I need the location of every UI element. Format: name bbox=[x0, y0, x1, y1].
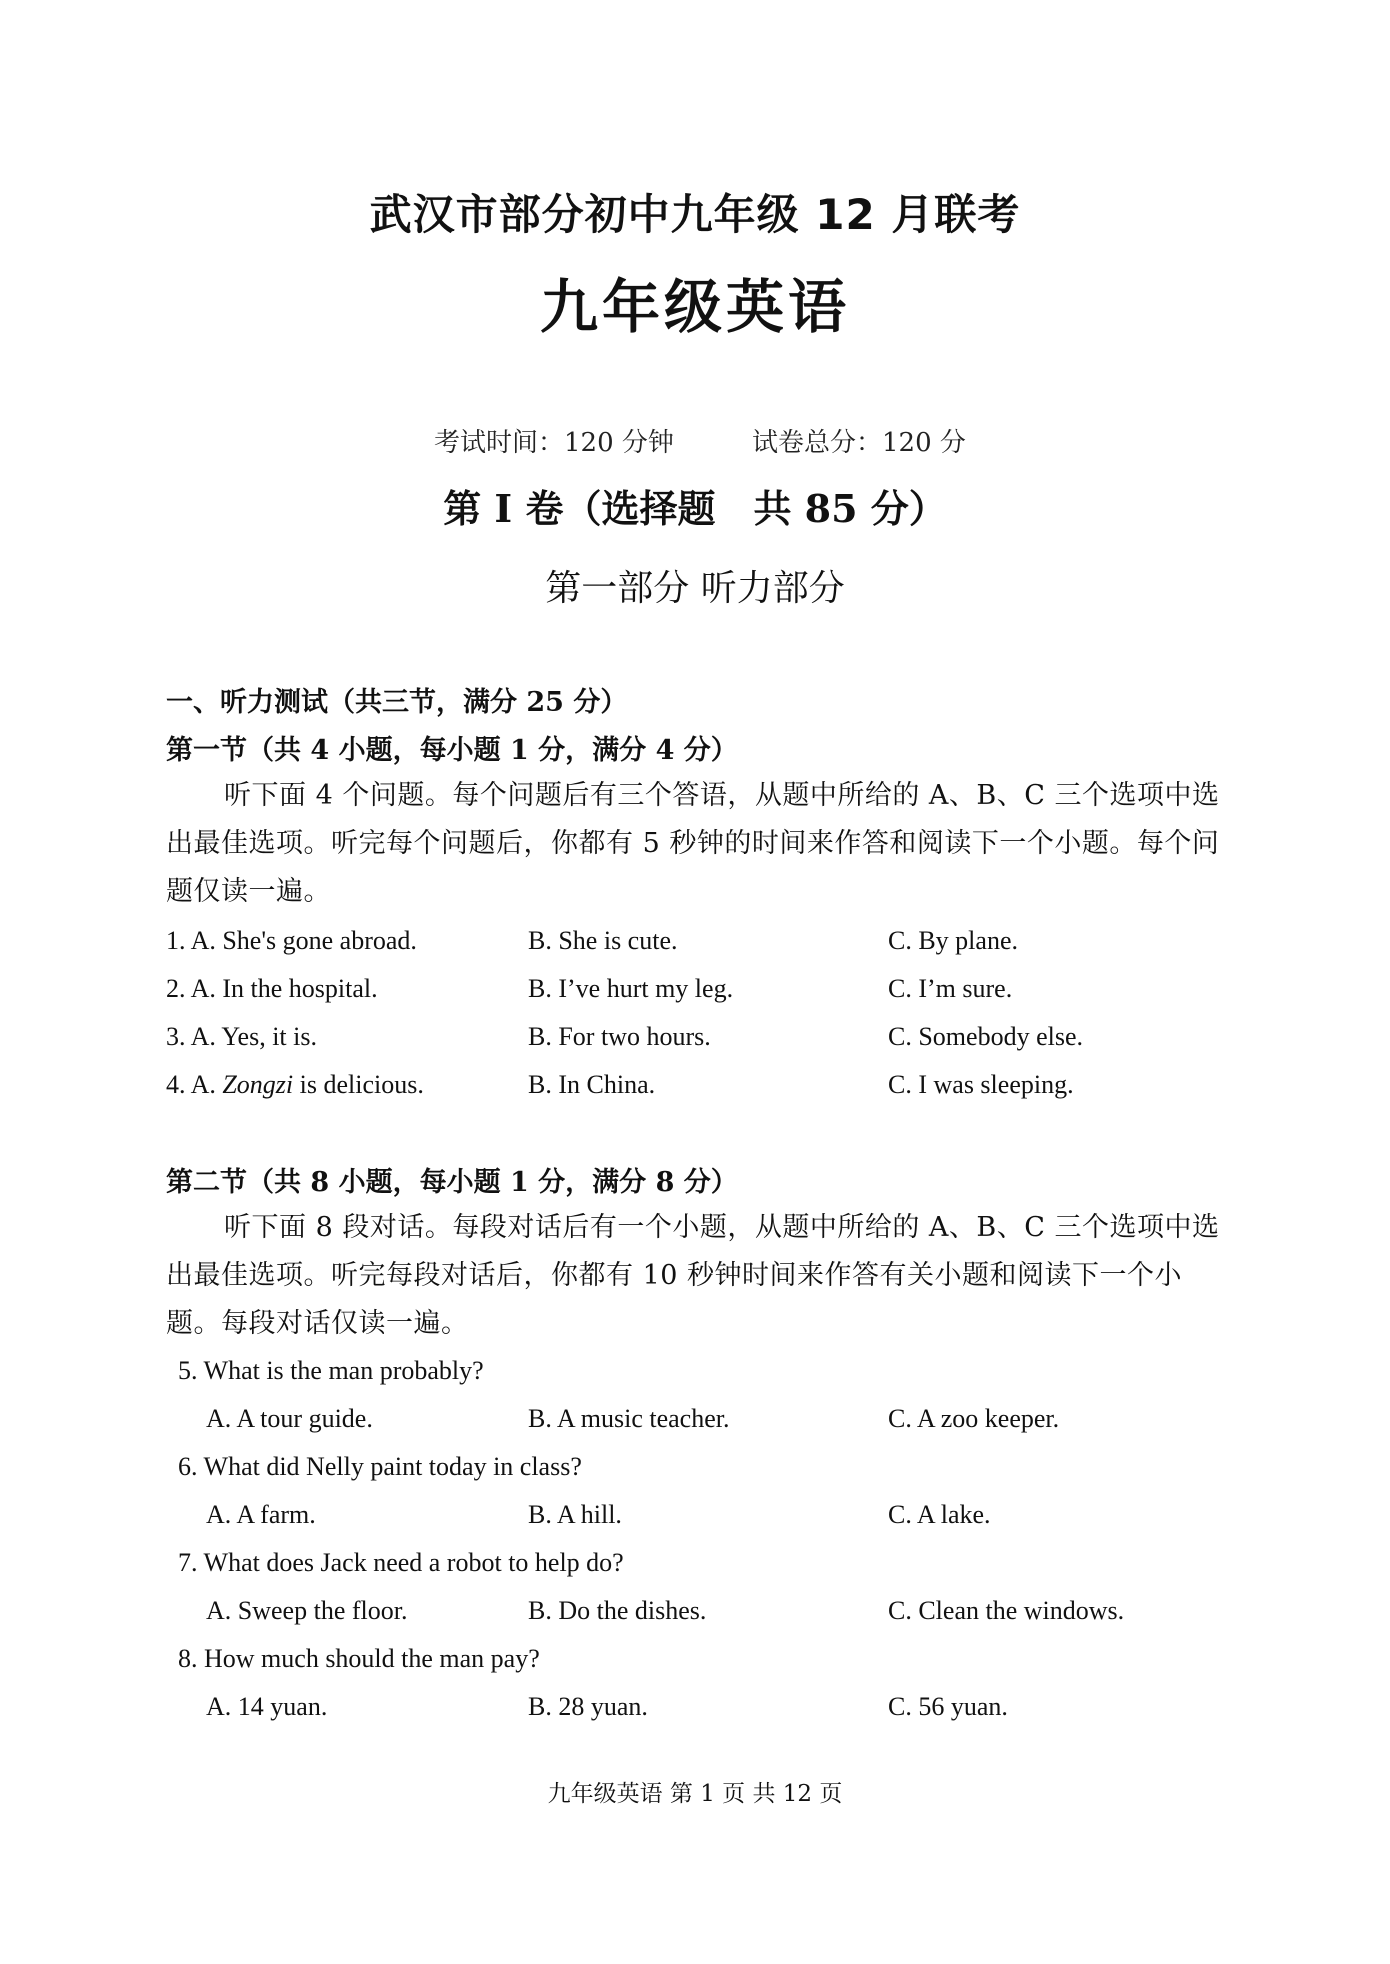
q8-option-b: B. 28 yuan. bbox=[528, 1692, 648, 1721]
q8-option-a: A. 14 yuan. bbox=[206, 1692, 328, 1721]
q3-option-b: B. For two hours. bbox=[528, 1022, 711, 1051]
total-score: 试卷总分：120 分 bbox=[752, 428, 966, 458]
subject-title: 九年级英语 bbox=[539, 273, 850, 341]
q2-option-a: 2. A. In the hospital. bbox=[166, 974, 378, 1003]
q2-option-c: C. I’m sure. bbox=[888, 974, 1013, 1003]
q7-stem: 7. What does Jack need a robot to help do? bbox=[178, 1548, 624, 1577]
q7-option-a: A. Sweep the floor. bbox=[206, 1596, 408, 1625]
q1-option-a: 1. A. She's gone abroad. bbox=[166, 926, 417, 955]
q1-option-b: B. She is cute. bbox=[528, 926, 678, 955]
q6-option-b: B. A hill. bbox=[528, 1500, 622, 1529]
q4-option-a-prefix: 4. A. bbox=[166, 1070, 223, 1099]
listening-heading: 一、听力测试（共三节，满分 25 分） bbox=[166, 687, 628, 718]
q3-option-a: 3. A. Yes, it is. bbox=[166, 1022, 317, 1051]
section2-heading: 第二节（共 8 小题，每小题 1 分，满分 8 分） bbox=[166, 1167, 738, 1198]
exam-title: 武汉市部分初中九年级 12 月联考 bbox=[369, 190, 1021, 239]
q6-stem: 6. What did Nelly paint today in class? bbox=[178, 1452, 582, 1481]
q5-stem: 5. What is the man probably? bbox=[178, 1356, 484, 1385]
section1-heading: 第一节（共 4 小题，每小题 1 分，满分 4 分） bbox=[166, 735, 738, 766]
q4-option-c: C. I was sleeping. bbox=[888, 1070, 1074, 1099]
section1-instructions: 听下面 4 个问题。每个问题后有三个答语，从题中所给的 A、B、C 三个选项中选出最佳选项。听完每个问题后，你都有 5 秒钟的时间来作答和阅读下一个小题。每个问题仅读一遍。 bbox=[166, 780, 1220, 907]
q2-option-b: B. I’ve hurt my leg. bbox=[528, 974, 734, 1003]
q6-option-c: C. A lake. bbox=[888, 1500, 991, 1529]
q7-option-c: C. Clean the windows. bbox=[888, 1596, 1125, 1625]
q8-stem: 8. How much should the man pay? bbox=[178, 1644, 540, 1673]
exam-time: 考试时间：120 分钟 bbox=[434, 428, 674, 458]
q5-option-c: C. A zoo keeper. bbox=[888, 1404, 1060, 1433]
q5-option-a: A. A tour guide. bbox=[206, 1404, 373, 1433]
q4-option-a-suffix: is delicious. bbox=[293, 1070, 424, 1099]
q5-option-b: B. A music teacher. bbox=[528, 1404, 730, 1433]
volume-title: 第 I 卷（选择题 共 85 分） bbox=[443, 486, 947, 531]
q8-option-c: C. 56 yuan. bbox=[888, 1692, 1008, 1721]
q1-option-c: C. By plane. bbox=[888, 926, 1018, 955]
q3-option-c: C. Somebody else. bbox=[888, 1022, 1083, 1051]
q6-option-a: A. A farm. bbox=[206, 1500, 316, 1529]
section2-instructions: 听下面 8 段对话。每段对话后有一个小题，从题中所给的 A、B、C 三个选项中选出最佳选项。听完每段对话后，你都有 10 秒钟时间来作答有关小题和阅读下一个小题。每段对话仅读一遍。 bbox=[166, 1212, 1220, 1339]
q7-option-b: B. Do the dishes. bbox=[528, 1596, 707, 1625]
q4-option-a-italic: Zongzi bbox=[222, 1070, 294, 1099]
page-footer: 九年级英语 第 1 页 共 12 页 bbox=[547, 1781, 843, 1807]
q4-option-a bbox=[166, 1070, 424, 1100]
part-title: 第一部分 听力部分 bbox=[545, 568, 845, 609]
q4-option-b: B. In China. bbox=[528, 1070, 656, 1099]
